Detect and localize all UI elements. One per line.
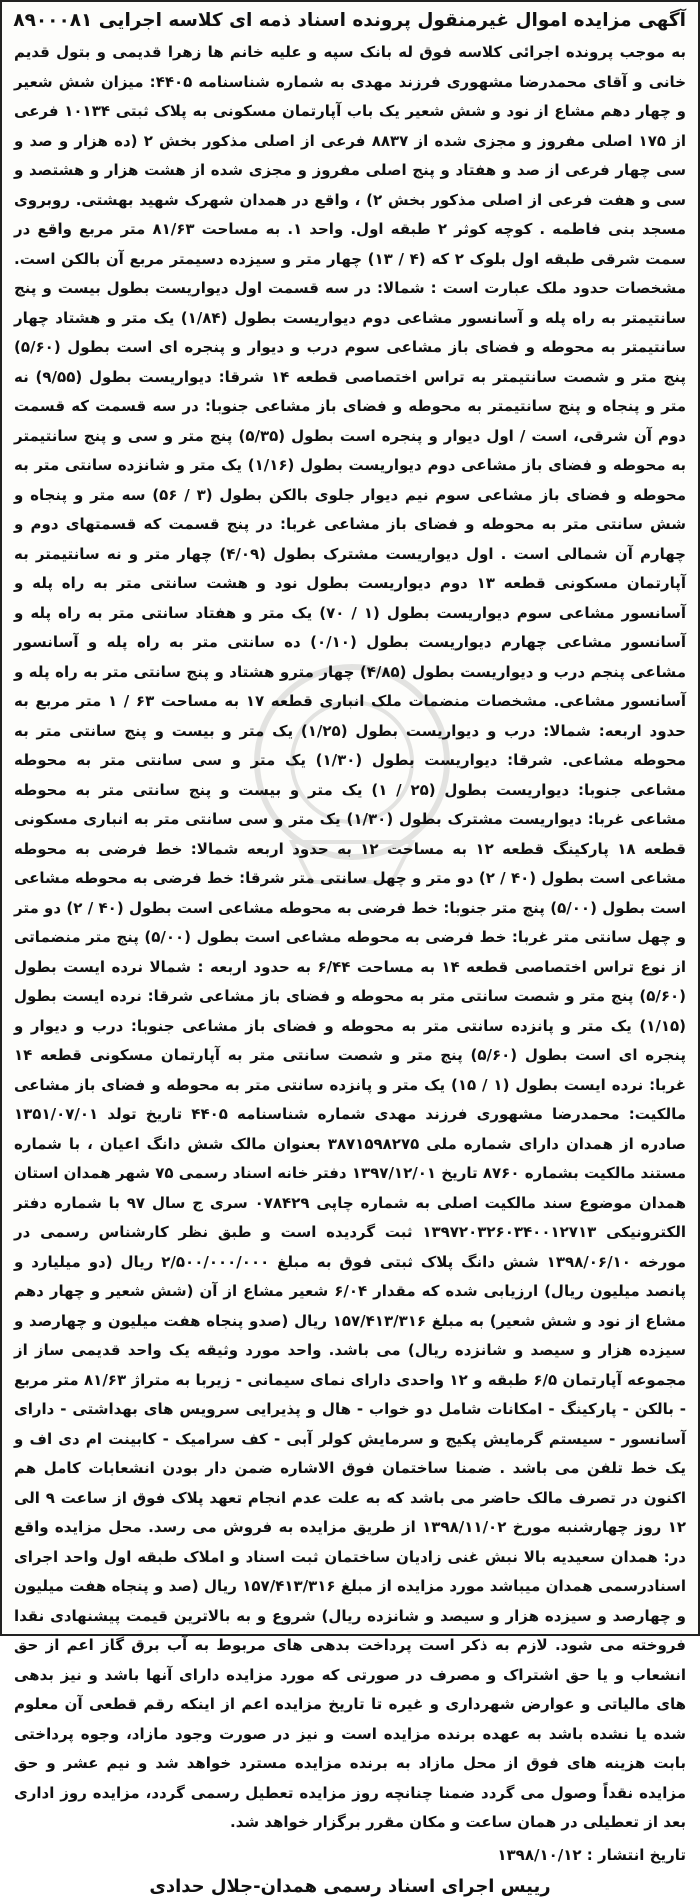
publish-date: تاریخ انتشار : ۱۳۹۸/۱۰/۱۲ (497, 1845, 686, 1864)
signature-line: رییس اجرای اسناد رسمی همدان-جلال حدادی (149, 1875, 551, 1897)
notice-title: آگهی مزایده اموال غیرمنقول پرونده اسناد ذمه ای کلاسه اجرایی ۸۹۰۰۰۸۱ (13, 10, 686, 31)
notice-body: به موجب پرونده اجرائی کلاسه فوق له بانک سپه و علیه خانم ها زهرا قدیمی و بتول قدیم خانی و آقای محمدرضا مشهوری فرزند مهدی به شماره شناسنامه ۴۴۰۵: میزان شش شعیر و چهار دهم مشاع از نود و شش شعیر یک باب آپارتمان مسکونی به پلاک ثبتی ۱۰۱۳۴ فرعی از ۱۷۵ اصلی مفروز و مجزی شده از ۸۸۳۷ فرعی از اصلی مذکور بخش ۲ (ده هزار و صد و سی چهار فرعی از صد و هفتاد و پنج اصلی مفروز و مجزی شده از هشت هزار و هشتصد و سی و هفت فرعی از اصلی مذکور بخش ۲) ، واقع در همدان شهرک شهید بهشتی. روبروی مسجد بنی فاطمه . کوچه کوثر ۲ طبقه اول. واحد ۱. به مساحت ۸۱/۶۳ متر مربع واقع در سمت شرقی طبقه اول بلوک ۲ که (۴ / ۱۳) چهار متر و سیزده دسیمتر مربع آن بالکن است. مشخصات حدود ملک عبارت است : شمالا: در سه قسمت اول دیواریست بطول بیست و پنج سانتیمتر به راه پله و آسانسور مشاعی دوم دیواریست بطول (۱/۸۴) یک متر و هشتاد چهار سانتیمتر به محوطه و فضای باز مشاعی سوم درب و دیوار و پنجره ای است بطول (۵/۶۰) پنج متر و شصت سانتیمتر به تراس اختصاصی قطعه ۱۴ شرقا: دیواریست بطول (۹/۵۵) نه متر و پنجاه و پنج سانتیمتر به محوطه و فضای باز مشاعی جنوبا: در سه قسمت که قسمت دوم آن شرقی، است / اول دیوار و پنجره است بطول (۵/۳۵) پنج متر و سی و پنج سانتیمتر به محوطه و فضای باز مشاعی دوم دیواریست بطول (۱/۱۶) یک متر و شانزده سانتی متر به محوطه و فضای باز مشاعی سوم نیم دیوار جلوی بالکن بطول (۳ / ۵۶) سه متر و پنجاه و شش سانتی متر به محوطه و فضای باز مشاعی غربا: در پنج قسمت که قسمتهای دوم و چهارم آن شمالی است . اول دیواریست مشترک بطول (۴/۰۹) چهار متر و نه سانتیمتر به آپارتمان مسکونی قطعه ۱۳ دوم دیواریست بطول نود و هشت سانتی متر به راه پله و آسانسور مشاعی سوم دیواریست بطول (۱ / ۷۰) یک متر و هفتاد سانتی متر به راه پله و آسانسور مشاعی چهارم دیواریست بطول (۰/۱۰) ده سانتی متر به راه پله و آسانسور مشاعی پنجم درب و دیواریست بطول (۴/۸۵) چهار مترو هشتاد و پنج سانتی متر به راه پله و آسانسور مشاعی. مشخصات منضمات ملک انباری قطعه ۱۷ به مساحت ۶۳ / ۱ متر مربع به حدود اربعه: شمالا: درب و دیواریست بطول (۱/۲۵) یک متر و بیست و پنج سانتی متر به محوطه مشاعی. شرقا: دیواریست بطول (۱/۳۰) یک متر و سی سانتی متر به محوطه مشاعی جنوبا: دیواریست بطول (۲۵ / ۱) یک متر و بیست و پنج سانتی متر به محوطه مشاعی غربا: دیواریست مشترک بطول (۱/۳۰) یک متر و سی سانتی متر به انباری مسکونی قطعه ۱۸ پارکینگ قطعه ۱۲ به مساحت ۱۲ به حدود اربعه شمالا: خط فرضی به محوطه مشاعی است بطول (۴۰ / ۲) دو متر و چهل سانتی متر شرقا: خط فرضی به محوطه مشاعی است بطول (۵/۰۰) پنج متر جنوبا: خط فرضی به محوطه مشاعی است بطول (۴۰ / ۲) دو متر و چهل سانتی متر غربا: خط فرضی به محوطه مشاعی است بطول (۵/۰۰) پنج متر منضماتی از نوع تراس اختصاصی قطعه ۱۴ به مساحت ۶/۴۴ به حدود اربعه : شمالا نرده ایست بطول (۵/۶۰) پنج متر و شصت سانتی متر به محوطه و فضای باز مشاعی شرقا: نرده ایست بطول (۱/۱۵) یک متر و پانزده سانتی متر به محوطه و فضای باز مشاعی جنوبا: درب و دیوار و پنجره ای است بطول (۵/۶۰) پنج متر و شصت سانتی متر به آپارتمان مسکونی قطعه ۱۴ غربا: نرده ایست بطول (۱ / ۱۵) یک متر و پانزده سانتی متر به محوطه و فضای باز مشاعی مالکیت: محمدرضا مشهوری فرزند مهدی شماره شناسنامه ۴۴۰۵ تاریخ تولد ۱۳۵۱/۰۷/۰۱ صادره از همدان دارای شماره ملی ۳۸۷۱۵۹۸۲۷۵ بعنوان مالک شش دانگ اعیان ، با شماره مستند مالکیت بشماره ۸۷۶۰ تاریخ ۱۳۹۷/۱۲/۰۱ دفتر خانه اسناد رسمی ۷۵ شهر همدان استان همدان موضوع سند مالکیت اصلی به شماره چاپی ۰۷۸۴۲۹ سری ج سال ۹۷ با شماره دفتر الکترونیکی ۱۳۹۷۲۰۳۲۶۰۳۴۰۰۱۲۷۱۳ ثبت گردیده است و طبق نظر کارشناس رسمی در مورخه ۱۳۹۸/۰۶/۱۰ شش دانگ پلاک ثبتی فوق به مبلغ ۲/۵۰۰/۰۰۰/۰۰۰ ریال (دو میلیارد و پانصد میلیون ریال) ارزیابی شده که مقدار ۶/۰۴ شعیر مشاع از آن (شش شعیر و چهار دهم مشاع از نود و شش شعیر) به مبلغ ۱۵۷/۴۱۳/۳۱۶ ریال (صدو پنجاه هفت میلیون و چهارصد و سیزده هزار و سیصد و شانزده ریال) می باشد. واحد مورد وثیقه یک واحد قدیمی ساز از مجموعه آپارتمان ۶/۵ طبقه و ۱۲ واحدی دارای نمای سیمانی - زیربا به متراژ ۸۱/۶۳ متر مربع - بالکن - پارکینگ - امکانات شامل دو خواب - هال و پذیرایی سرویس های بهداشتی - دارای آسانسور - سیستم گرمایش پکیج و سرمایش کولر آبی - کف سرامیک - کابینت ام دی اف و یک خط تلفن می باشد . ضمنا ساختمان فوق الاشاره ضمن دار بودن انشعابات کامل هم اکنون در تصرف مالک حاضر می باشد که به علت عدم انجام تعهد پلاک فوق از ساعت ۹ الی ۱۲ روز چهارشنبه مورخ ۱۳۹۸/۱۱/۰۲ از طریق مزایده به فروش می رسد. محل مزایده واقع در: همدان سعیدیه بالا نبش غنی زادیان ساختمان ثبت اسناد و املاک طبقه اول واحد اجرای اسنادرسمی همدان میباشد مورد مزایده از مبلغ ۱۵۷/۴۱۳/۳۱۶ ریال (صد و پنجاه هفت میلیون و چهارصد و سیزده هزار و سیصد و شانزده ریال) شروع و به بالاترین قیمت پیشنهادی نقدا فروخته می شود. لازم به ذکر است پرداخت بدهی های مربوط به آب برق گاز اعم از حق انشعاب و یا حق اشتراک و مصرف در صورتی که مورد مزایده دارای آنها باشد و نیز بدهی های مالیاتی و عوارض شهرداری و غیره تا تاریخ مزایده اعم از اینکه رقم قطعی آن معلوم شده یا نشده باشد به عهده برنده مزایده است و نیز در صورت وجود مازاد، وجوه پرداختی بابت هزینه های فوق از محل مازاد به برنده مزایده مسترد خواهد شد و نیم عشر و حق مزایده نقداً وصول می گردد ضمنا چنانچه روز مزایده تعطیل رسمی گردد، مزایده روز اداری بعد از تعطیلی در همان ساعت و مکان مقرر برگزار خواهد شد. (14, 43, 687, 1831)
